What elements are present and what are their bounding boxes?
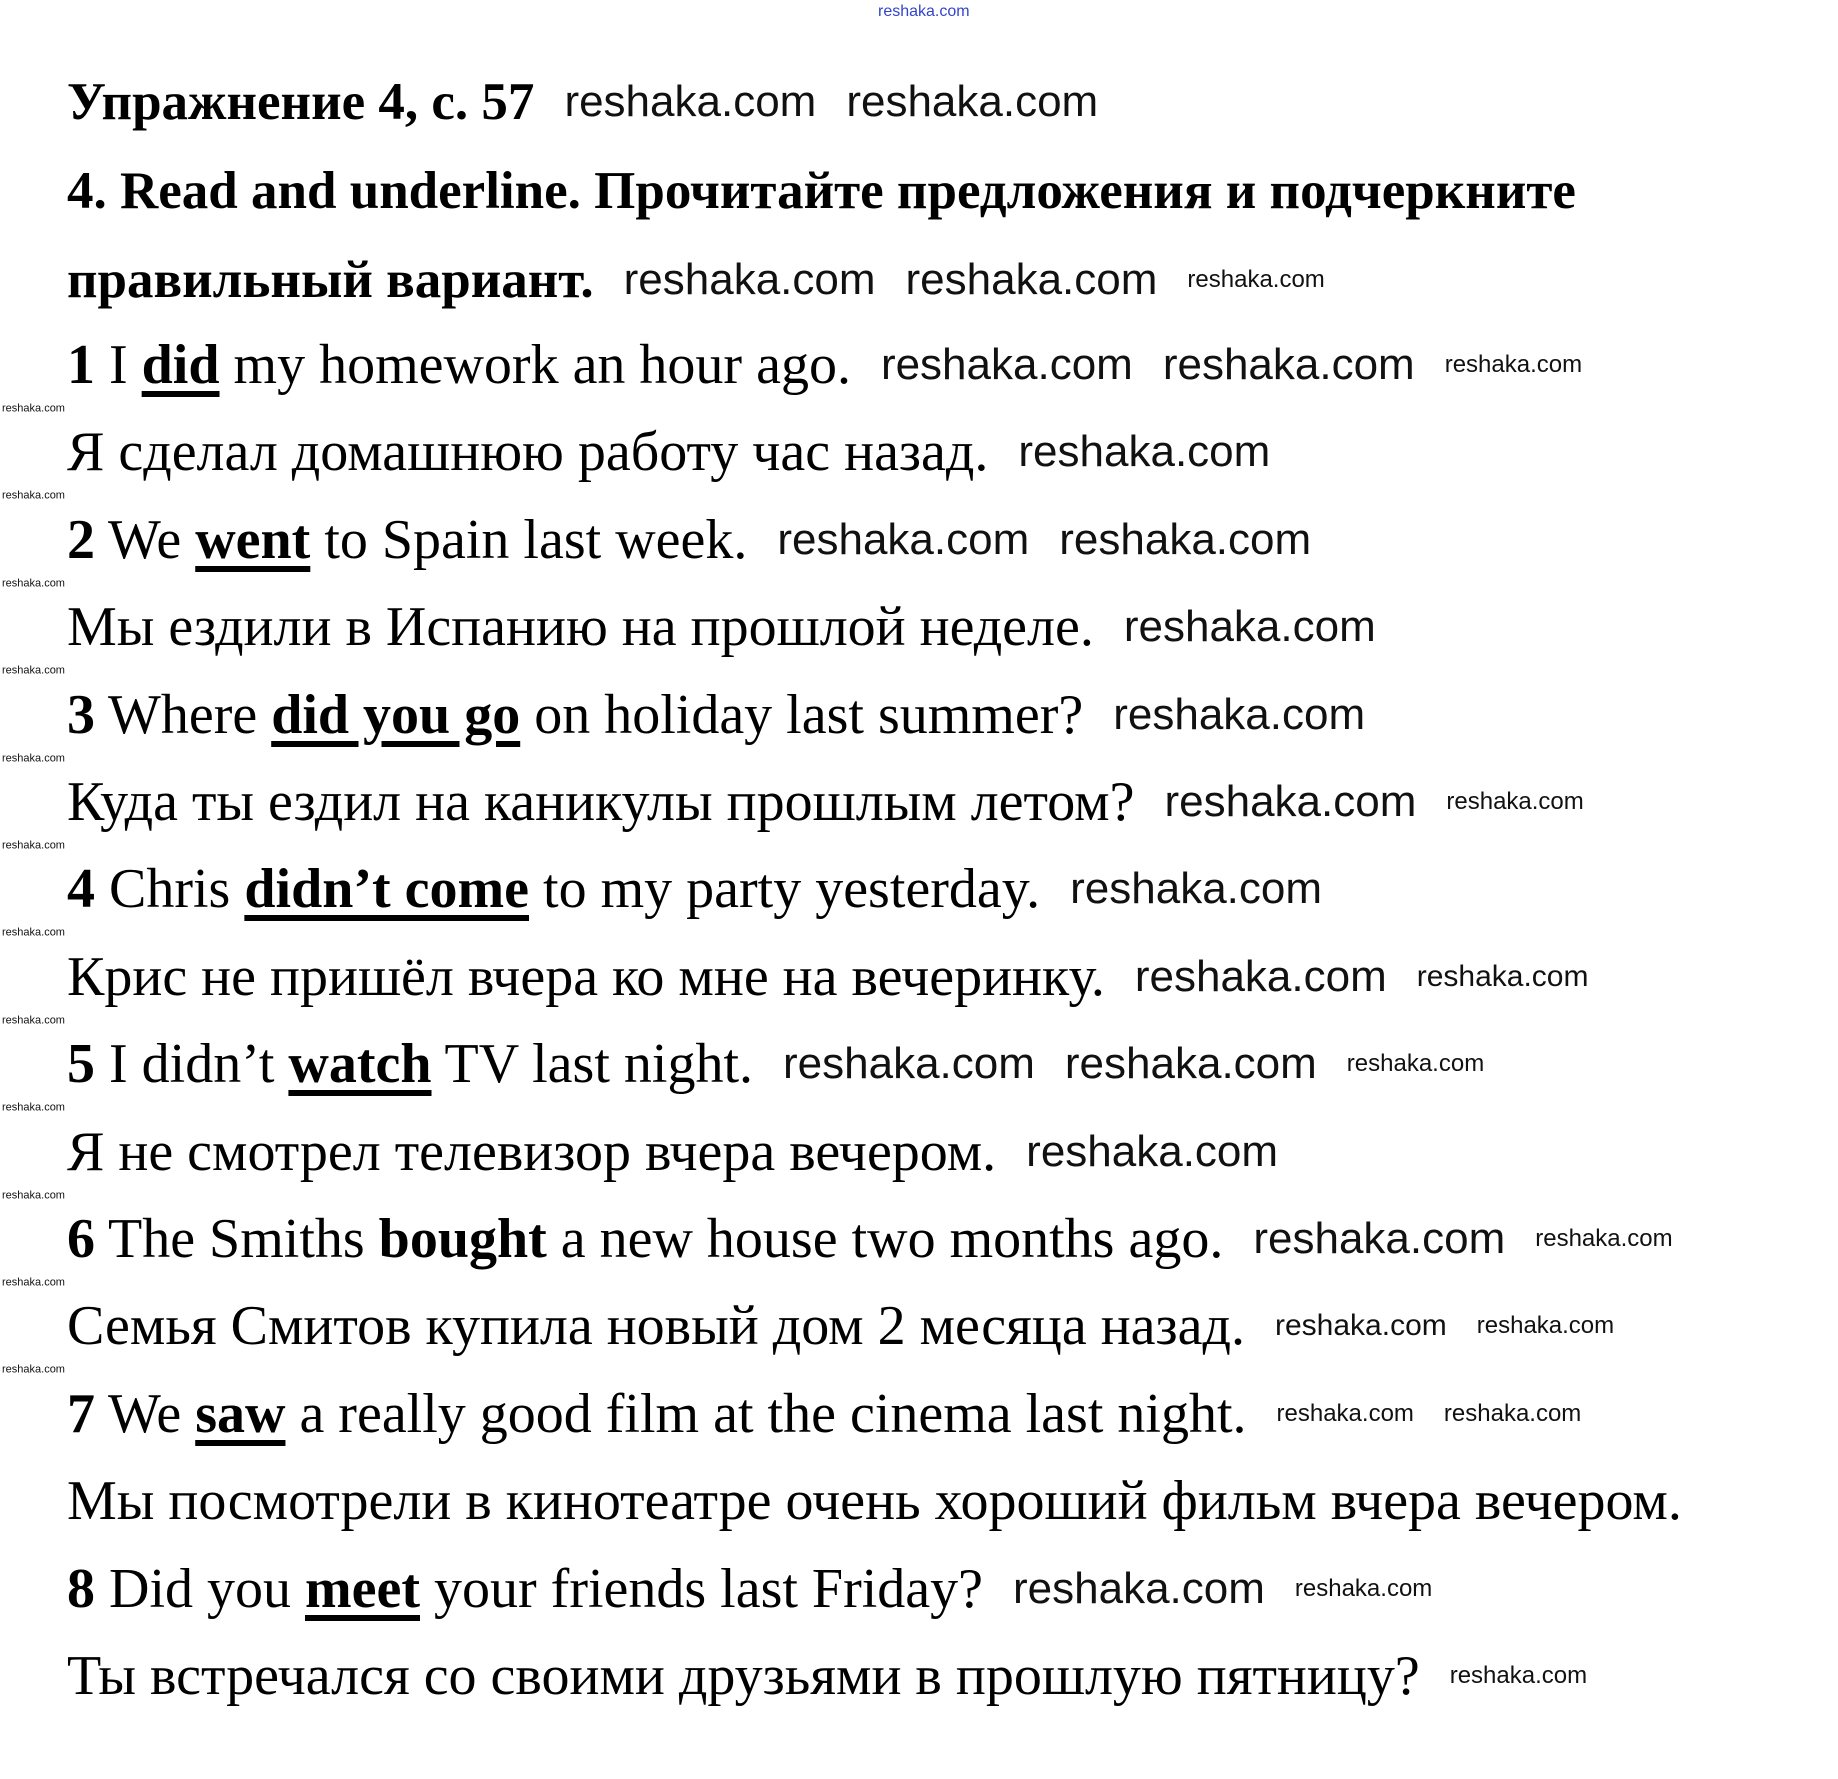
sentence-start: I (95, 334, 142, 396)
watermark: reshaka.com (1113, 689, 1366, 739)
sentence-start: The Smiths (95, 1208, 379, 1270)
watermark: reshaka.com (2, 577, 65, 590)
sentence-end: a new house two months ago. (546, 1208, 1224, 1270)
sentence-start: We (95, 1382, 196, 1445)
item-number: 7 (67, 1382, 95, 1445)
translation: Ты встречался со своими друзьями в прошлую пятницу? (67, 1645, 1420, 1707)
sentence-end: to Spain last week. (310, 508, 748, 571)
sentence-start: Where (95, 683, 272, 746)
sentence-text (67, 685, 1083, 745)
watermark: reshaka.com (1123, 602, 1376, 652)
sentence-end: on holiday last summer? (520, 683, 1084, 746)
sentence-end: TV last night. (431, 1033, 754, 1096)
watermark: reshaka.com (1134, 951, 1387, 1001)
sentence-text (67, 1209, 1223, 1269)
sentence (67, 510, 1818, 570)
watermark: reshaka.com (1070, 864, 1323, 914)
answer-word: went (195, 508, 311, 571)
translation-row (67, 947, 1818, 1007)
watermark: reshaka.com (2, 926, 65, 939)
watermark: reshaka.com (1535, 1225, 1673, 1252)
watermark: reshaka.com (783, 1039, 1035, 1089)
watermark: reshaka.com (2, 1014, 65, 1027)
watermark: reshaka.com (2, 664, 65, 677)
watermark: reshaka.com (564, 77, 817, 126)
sentence (67, 685, 1818, 745)
translation: Мы посмотрели в кинотеатре очень хороший фильм вчера вечером. (67, 1470, 1682, 1533)
translation: Семья Смитов купила новый дом 2 месяца назад. (67, 1295, 1245, 1358)
translation-row (67, 1471, 1818, 1531)
sentence-text (67, 859, 1040, 919)
instruction-line-2: правильный вариант. (67, 251, 594, 309)
sentence (67, 1209, 1818, 1269)
translation-row (67, 597, 1818, 657)
instruction-line-1-row (67, 161, 1818, 221)
translation-row (67, 772, 1818, 832)
item-number: 6 (67, 1208, 95, 1270)
watermark: reshaka.com (878, 3, 970, 20)
watermark: reshaka.com (1162, 340, 1415, 389)
answer-word: did you go (271, 683, 521, 746)
watermark: reshaka.com (2, 1363, 65, 1376)
watermark: reshaka.com (2, 1276, 65, 1289)
sentence-text (67, 1559, 983, 1619)
sentence (67, 1559, 1818, 1619)
watermark: reshaka.com (1276, 1399, 1414, 1427)
watermark: reshaka.com (1253, 1214, 1506, 1263)
sentence-end: a really good film at the cinema last night. (285, 1382, 1247, 1445)
instruction-line-1: 4. Read and underline. Прочитайте предложения и подчеркните (67, 162, 1576, 220)
sentence (67, 335, 1818, 395)
watermark: reshaka.com (846, 77, 1099, 126)
sentence (67, 1384, 1818, 1444)
watermark: reshaka.com (1443, 1399, 1582, 1427)
watermark: reshaka.com (1446, 788, 1584, 815)
item-number: 3 (67, 683, 95, 746)
translation: Я не смотрел телевизор вчера вечером. (67, 1120, 997, 1183)
sentence-end: your friends last Friday? (420, 1557, 983, 1620)
translation-row (67, 1296, 1818, 1356)
instruction-line-2-row (67, 250, 1818, 310)
translation-row (67, 1646, 1818, 1706)
item-number: 1 (67, 334, 95, 396)
exercise-title: Упражнение 4, с. 57 (67, 73, 535, 131)
item-number: 8 (67, 1557, 95, 1620)
watermark: reshaka.com (1294, 1574, 1433, 1602)
watermark: reshaka.com (1064, 1039, 1317, 1089)
answer-word: saw (195, 1382, 286, 1445)
sentence-text (67, 1384, 1247, 1444)
sentence-start: We (95, 508, 196, 571)
watermark: reshaka.com (2, 752, 65, 765)
translation: Мы ездили в Испанию на прошлой неделе. (67, 596, 1094, 659)
sentence (67, 859, 1818, 919)
watermark: reshaka.com (623, 255, 876, 304)
sentence-start: Chris (95, 858, 245, 921)
translation: Я сделал домашнюю работу час назад. (67, 421, 989, 484)
translation: Куда ты ездил на каникулы прошлым летом? (67, 771, 1135, 833)
sentence-start: Did you (95, 1557, 305, 1620)
item-number: 5 (67, 1033, 95, 1096)
sentence-start: I didn’t (95, 1033, 289, 1096)
sentence-end: my homework an hour ago. (219, 334, 851, 396)
item-number: 4 (67, 858, 95, 921)
watermark: reshaka.com (1346, 1050, 1485, 1078)
watermark: reshaka.com (1187, 266, 1325, 293)
watermark: reshaka.com (2, 402, 65, 415)
answer-word: bought (378, 1208, 547, 1270)
watermark: reshaka.com (1013, 1563, 1265, 1613)
answer-word: watch (288, 1033, 432, 1096)
exercise-title-row (67, 72, 1818, 132)
watermark: reshaka.com (880, 340, 1133, 389)
watermark: reshaka.com (2, 1101, 65, 1114)
watermark: reshaka.com (1018, 427, 1271, 477)
watermark: reshaka.com (905, 255, 1158, 304)
watermark: reshaka.com (1059, 514, 1312, 564)
watermark: reshaka.com (2, 1189, 65, 1202)
watermark: reshaka.com (1026, 1126, 1279, 1176)
translation-row (67, 1122, 1818, 1182)
watermark: reshaka.com (1449, 1662, 1588, 1689)
sentence-text (67, 1034, 753, 1094)
watermark: reshaka.com (1476, 1312, 1615, 1340)
sentence (67, 1034, 1818, 1094)
watermark: reshaka.com (2, 839, 65, 852)
watermark: reshaka.com (1275, 1309, 1447, 1343)
watermark: reshaka.com (1416, 959, 1589, 993)
item-number: 2 (67, 508, 95, 571)
answer-word: did (141, 334, 220, 396)
watermark: reshaka.com (777, 514, 1030, 564)
sentence-text (67, 335, 851, 395)
translation-row (67, 422, 1818, 482)
translation: Крис не пришёл вчера ко мне на вечеринку. (67, 945, 1105, 1008)
watermark: reshaka.com (2, 489, 65, 502)
watermark: reshaka.com (1164, 777, 1417, 826)
sentence-text (67, 510, 747, 570)
answer-word: didn’t come (244, 858, 530, 921)
answer-word: meet (305, 1557, 421, 1620)
sentence-end: to my party yesterday. (529, 858, 1041, 921)
watermark: reshaka.com (1444, 351, 1583, 378)
